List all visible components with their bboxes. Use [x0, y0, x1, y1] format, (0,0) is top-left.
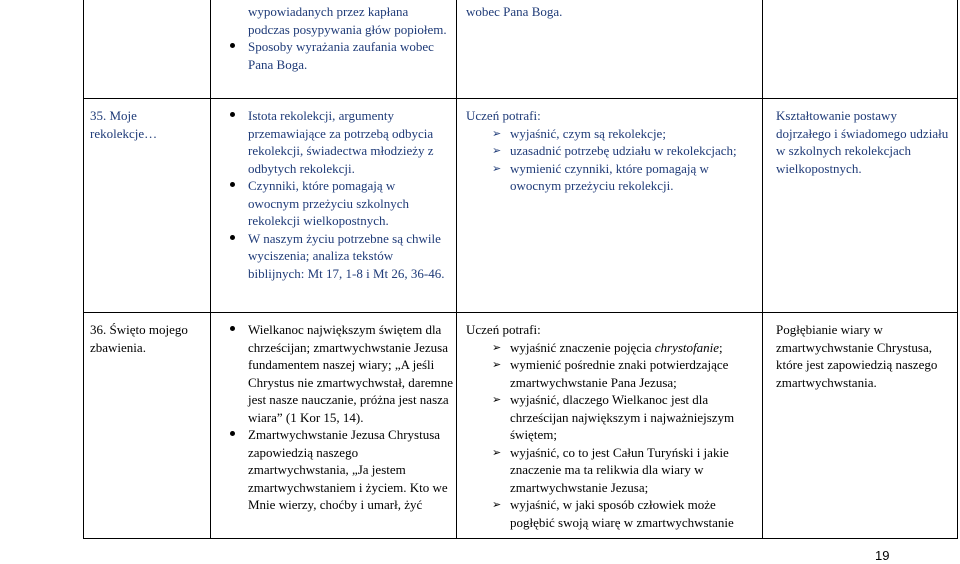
row2-outcomes-list [466, 339, 756, 532]
row1-content-cell [222, 107, 448, 282]
row2-attitudes-text: Pogłębianie wiary w zmartwychwstanie Chrystusa, które jest zapowiedzią naszego zmartwychwstania. [776, 322, 938, 390]
row-border-2 [83, 312, 958, 313]
row2-outcome-4: wyjaśnić, co to jest Całun Turyński i jakie znaczenie ma ta relikwia dla wiary w zmartwychwstanie Jezusa; [510, 444, 729, 495]
row2-content-cell [222, 321, 454, 514]
row1-content-item-3: W naszym życiu potrzebne są chwile wyciszenia; analiza tekstów biblijnych: Mt 17, 1-8 i Mt 26, 36-46. [248, 230, 445, 281]
row0-content-list [222, 3, 450, 73]
list-item [484, 142, 756, 160]
row1-outcome-1: wyjaśnić, czym są rekolekcje; [510, 125, 666, 141]
row2-topic-title: 36. Święto mojego zbawienia. [90, 322, 188, 355]
row1-outcomes-list [466, 125, 756, 195]
row2-content-item-2: Zmartwychwstanie Jezusa Chrystusa zapowiedzią naszego zmartwychwstania, „Ja jestem zmartwychwstaniem i życiem. Kto we Mnie wierzy, choćby i umarł, żyć [248, 427, 448, 512]
list-item [484, 496, 756, 531]
list-item [222, 3, 450, 38]
row1-outcomes-cell [466, 107, 756, 195]
list-item [222, 230, 448, 283]
row-border-1 [83, 98, 958, 99]
row0-outcomes-cell [466, 3, 756, 21]
list-item [484, 356, 756, 391]
row1-outcomes-intro: Uczeń potrafi: [466, 108, 541, 123]
row0-content-cell [222, 3, 450, 73]
row2-outcomes-intro: Uczeń potrafi: [466, 322, 541, 337]
list-item [222, 38, 450, 73]
column-border-left [83, 0, 84, 539]
list-item [222, 177, 448, 230]
row0-content-item-1: wypowiadanych przez kapłana podczas posypywania głów popiołem. [248, 4, 447, 37]
row2-attitudes-cell [776, 321, 954, 391]
page-number: 19 [875, 548, 890, 563]
row1-content-item-2: Czynniki, które pomagają w owocnym przeżyciu szkolnych rekolekcji wielkopostnych. [248, 178, 410, 228]
row2-topic-cell [90, 321, 205, 356]
column-border-right [957, 0, 958, 539]
row0-content-item-2: Sposoby wyrażania zaufania wobec Pana Boga. [248, 39, 434, 72]
row1-topic-title: 35. Moje rekolekcje… [90, 108, 158, 141]
column-border-3 [762, 0, 763, 539]
row1-content-list [222, 107, 448, 282]
table-bottom-border [83, 538, 958, 539]
row2-outcome-3: wyjaśnić, dlaczego Wielkanoc jest dla chrześcijan największym i najważniejszym świętem; [510, 392, 735, 442]
row1-outcome-2: uzasadnić potrzebę udziału w rekolekcjach; [510, 143, 737, 158]
list-item [222, 426, 454, 514]
list-item [484, 160, 756, 195]
list-item [222, 321, 454, 426]
row2-content-item-1: Wielkanoc największym świętem dla chrześcijan; zmartwychwstanie Jezusa fundamentem naszej wiary; „A jeśli Chrystus nie zmartwychwstał, daremne jest nasze nauczanie, próżna jest nasza wiara” (1 Kor 15, 14). [248, 322, 454, 425]
row2-outcome-1: wyjaśnić znaczenie pojęcia chrystofanie; [510, 339, 723, 355]
row2-content-list [222, 321, 454, 514]
italic-term: chrystofanie [654, 339, 719, 355]
list-item [484, 444, 756, 497]
row1-attitudes-text: Kształtowanie postawy dojrzałego i świadomego udziału w szkolnych rekolekcjach wielkopostnych. [776, 108, 949, 176]
column-border-2 [456, 0, 457, 539]
row1-topic-cell [90, 107, 205, 142]
list-item [222, 107, 448, 177]
row1-attitudes-cell [776, 107, 954, 177]
list-item [484, 339, 756, 357]
list-item [484, 391, 756, 444]
list-item [484, 125, 756, 143]
row2-outcome-5: wyjaśnić, w jaki sposób człowiek może pogłębić swoją wiarę w zmartwychwstanie [510, 497, 734, 530]
row0-outcome-1: wobec Pana Boga. [466, 4, 563, 19]
column-border-1 [210, 0, 211, 539]
row1-content-item-1: Istota rekolekcji, argumenty przemawiające za potrzebą odbycia rekolekcji, świadectwa młodzieży z odbytych rekolekcji. [248, 108, 434, 176]
row1-outcome-3: wymienić czynniki, które pomagają w owocnym przeżyciu rekolekcji. [510, 160, 709, 193]
row2-outcomes-cell [466, 321, 756, 538]
row2-outcome-2: wymienić pośrednie znaki potwierdzające zmartwychwstanie Pana Jezusa; [510, 357, 729, 390]
